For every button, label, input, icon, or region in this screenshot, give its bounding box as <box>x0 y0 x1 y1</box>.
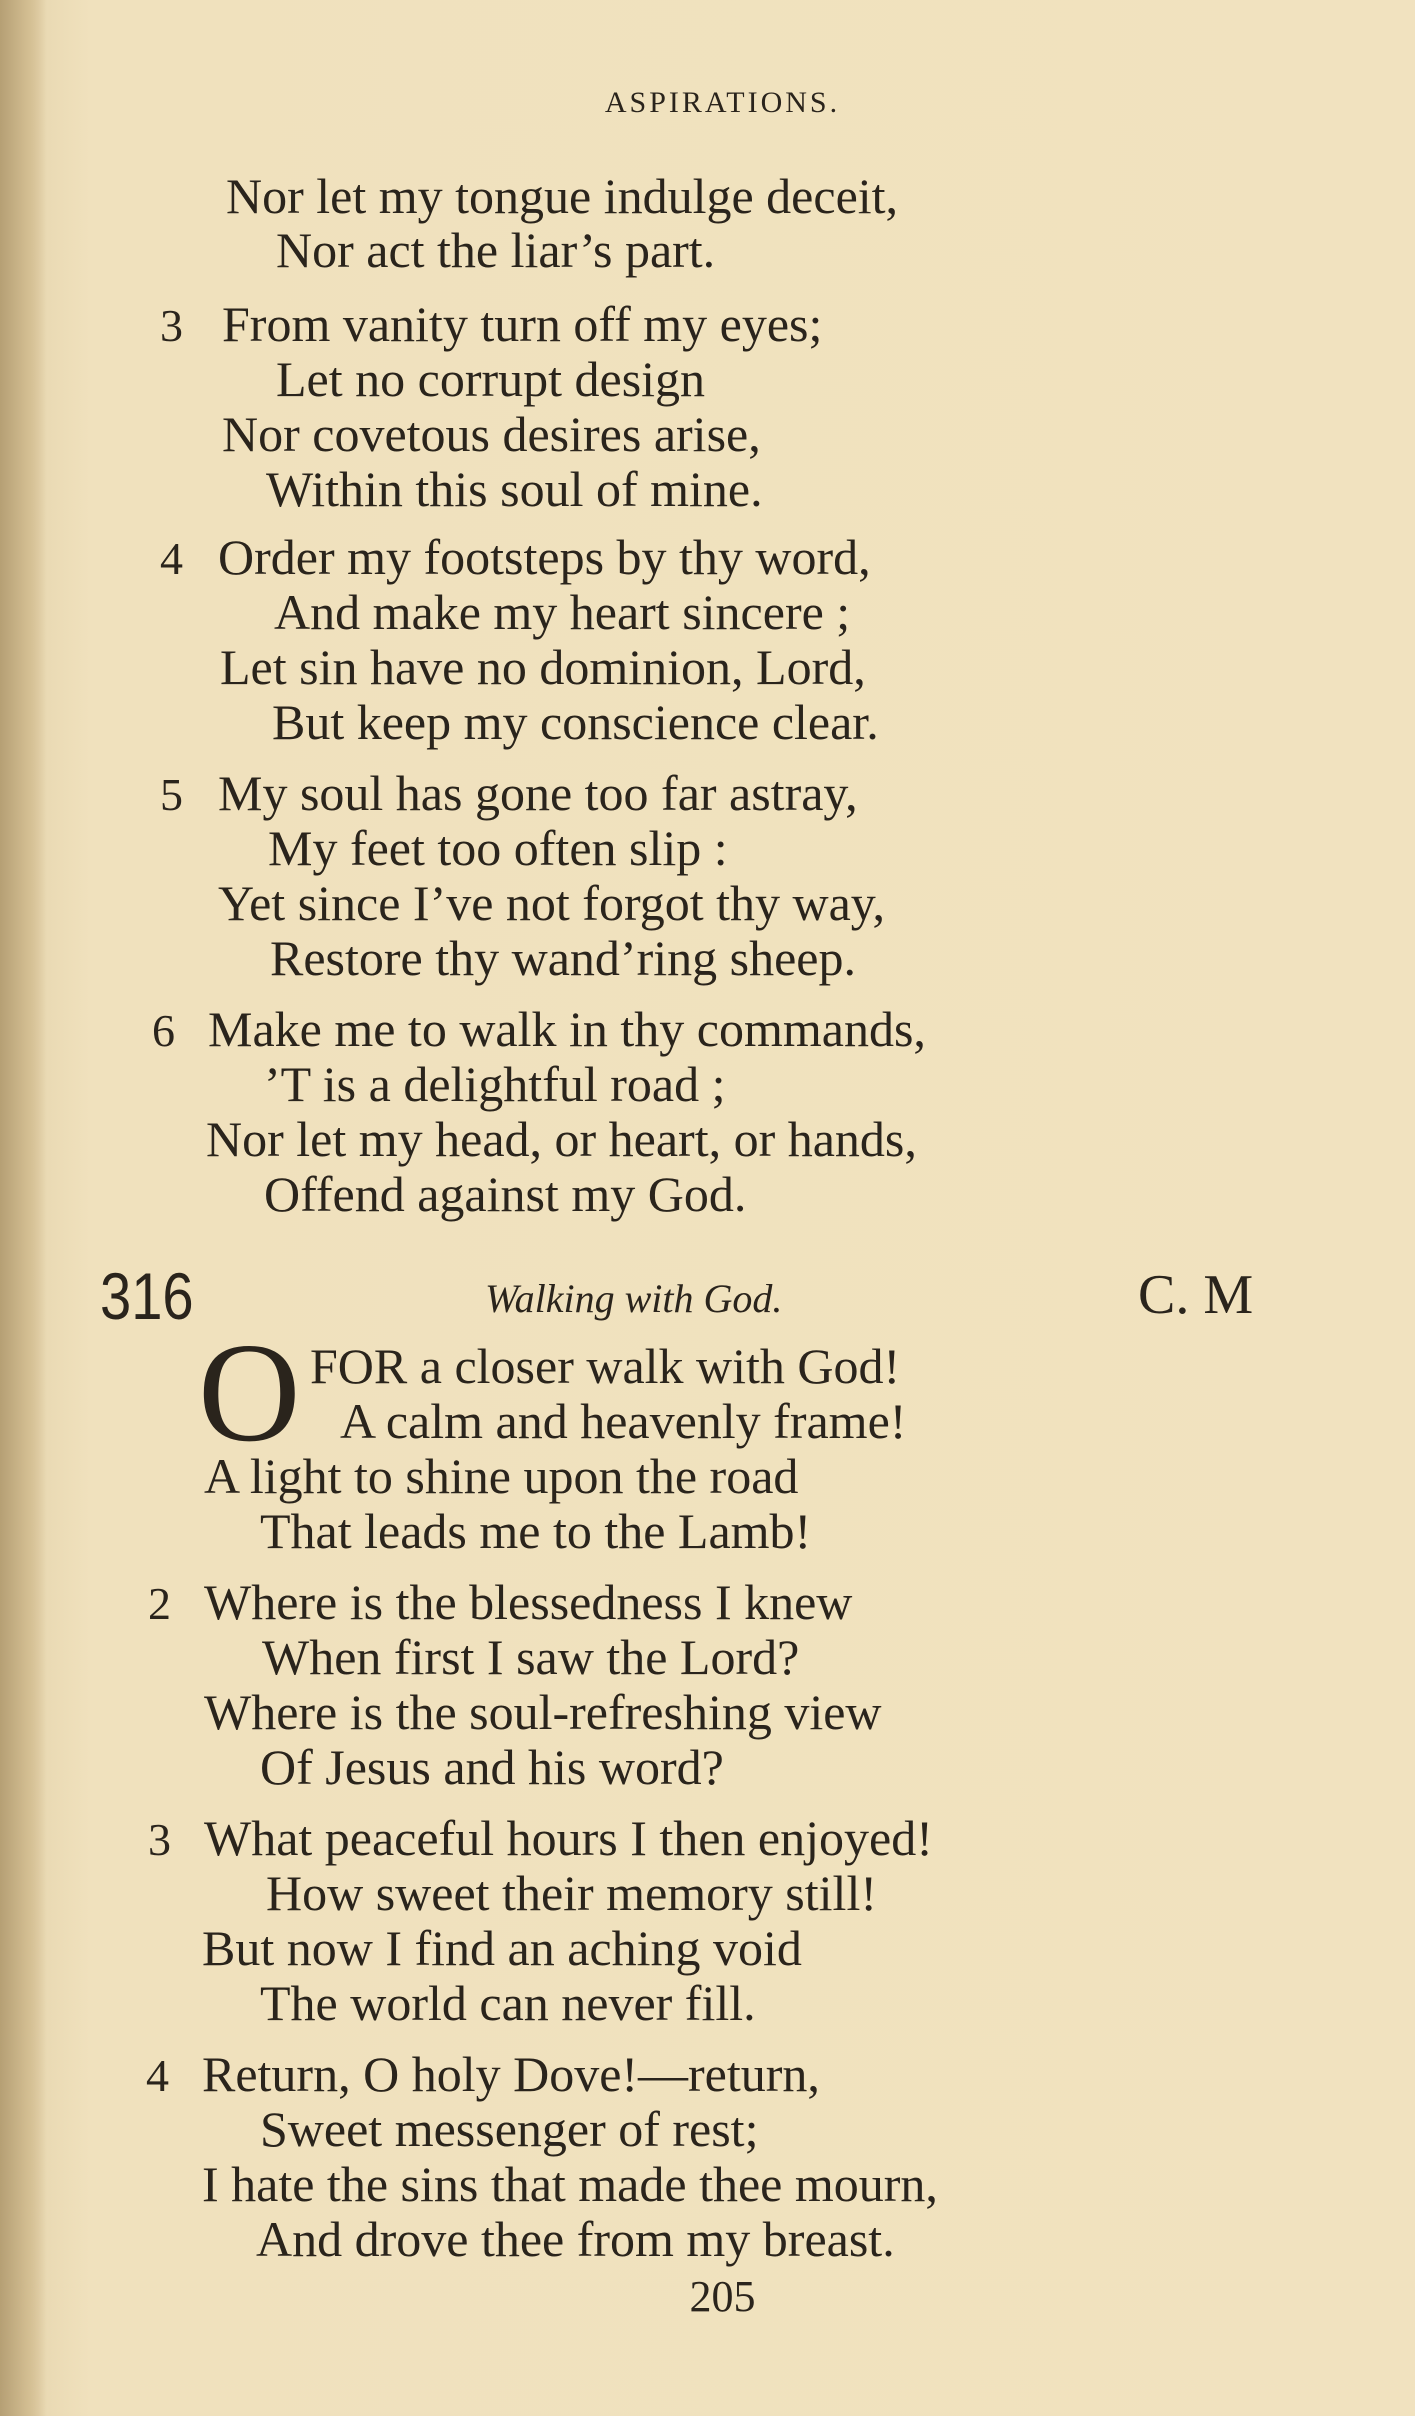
verse-line: Make me to walk in thy commands, <box>208 1001 926 1057</box>
verse-line: A calm and heavenly frame! <box>340 1393 907 1449</box>
verse-line: Let no corrupt design <box>276 351 706 407</box>
verse-line: That leads me to the Lamb! <box>260 1503 812 1559</box>
verse-line: But now I find an aching void <box>202 1920 802 1976</box>
verse-line: Where is the soul-refreshing view <box>204 1684 882 1740</box>
hymn-title: Walking with God. <box>485 1276 783 1321</box>
verse-line: Offend against my God. <box>264 1166 747 1222</box>
page-gutter-shadow <box>0 0 46 2416</box>
verse-line: Let sin have no dominion, Lord, <box>220 639 866 695</box>
verse-line: Return, O holy Dove!—return, <box>202 2046 820 2102</box>
verse-line: And drove thee from my breast. <box>256 2211 895 2267</box>
verse-line: Order my footsteps by thy word, <box>218 529 871 585</box>
hymn-number: 316 <box>100 1259 194 1333</box>
verse-line: ’T is a delightful road ; <box>264 1056 726 1112</box>
verse-number: 5 <box>160 769 183 820</box>
verse-line: Sweet messenger of rest; <box>260 2101 759 2157</box>
running-header: ASPIRATIONS. <box>604 86 841 119</box>
verse-line: How sweet their memory still! <box>266 1865 877 1921</box>
verse-line: What peaceful hours I then enjoyed! <box>204 1810 933 1866</box>
page-number: 205 <box>689 2272 756 2321</box>
verse-number: 3 <box>160 300 183 351</box>
verse-line: Nor covetous desires arise, <box>222 406 761 462</box>
verse-line: I hate the sins that made thee mourn, <box>202 2156 938 2212</box>
verse-number: 3 <box>148 1814 171 1865</box>
verse-line: My feet too often slip : <box>268 820 728 876</box>
verse-line: Yet since I’ve not forgot thy way, <box>218 875 886 931</box>
verse-line: My soul has gone too far astray, <box>218 765 858 821</box>
verse-number: 4 <box>160 533 183 584</box>
verse-number: 6 <box>152 1005 175 1056</box>
verse-number: 4 <box>146 2050 169 2101</box>
verse-line: Restore thy wand’ring sheep. <box>270 930 856 986</box>
verse-line: And make my heart sincere ; <box>274 584 851 640</box>
verse-line: Of Jesus and his word? <box>260 1739 724 1795</box>
drop-cap: O <box>198 1313 301 1471</box>
verse-line: Within this soul of mine. <box>266 461 763 517</box>
hymn-meter: C. M <box>1138 1264 1254 1326</box>
verse-line: FOR a closer walk with God! <box>310 1338 901 1394</box>
verse-line: The world can never fill. <box>260 1975 756 2031</box>
verse-number: 2 <box>148 1578 171 1629</box>
verse-line: But keep my conscience clear. <box>272 694 879 750</box>
verse-line: Nor let my tongue indulge deceit, <box>226 168 899 224</box>
verse-line: Where is the blessedness I knew <box>204 1574 853 1630</box>
verse-line: From vanity turn off my eyes; <box>222 296 823 352</box>
verse-line: When first I saw the Lord? <box>262 1629 800 1685</box>
verse-line: Nor act the liar’s part. <box>276 222 716 278</box>
verse-line: A light to shine upon the road <box>204 1448 799 1504</box>
verse-line: Nor let my head, or heart, or hands, <box>206 1111 917 1167</box>
